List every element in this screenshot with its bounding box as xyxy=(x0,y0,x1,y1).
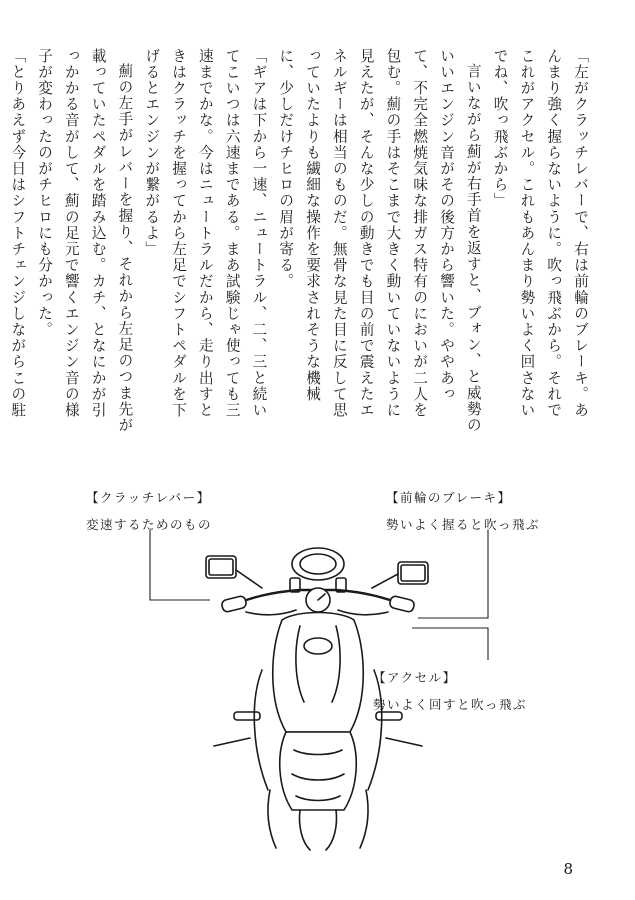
callout-brake-desc: 勢いよく握ると吹っ飛ぶ xyxy=(385,517,540,532)
paragraph-3: 「ギアは下から一速、ニュートラル、二、三と続いてこいつは六速まである。まあ試験じゃ使っても三速までかな。今はニュートラルだから、走り出すときはクラッチを握ってから左足でシフトペダルを下げるとエンジンが繋がるよ」 xyxy=(143,48,268,419)
page-number: 8 xyxy=(563,860,573,878)
motorcycle-figure xyxy=(0,470,635,850)
paragraph-5: 「とりあえず今日はシフトチェンジしながらこの駐 xyxy=(9,48,27,419)
callout-throttle-title: 【アクセル】 xyxy=(372,670,457,685)
paragraph-4: 薊の左手がレバーを握り、それから左足のつま先が載っていたペダルを踏み込む。カチ、となにかが引っかかる音がして、薊の足元で響くエンジン音の様子が変わったのがチヒロにも分かった。 xyxy=(36,48,134,433)
callout-brake-title: 【前輪のブレーキ】 xyxy=(385,490,512,505)
paragraph-1: 「左がクラッチレバーで、右は前輪のブレーキ。あんまり強く握らないように。吹っ飛ぶから。それでこれがアクセル。これもあんまり勢いよく回さないでね、吹っ飛ぶから」 xyxy=(491,48,589,419)
vertical-body-text xyxy=(9,48,593,433)
callout-clutch-desc: 変速するためのもの xyxy=(86,517,213,532)
paragraph-2: 言いながら薊が右手首を返すと、ブォン、と威勢のいいエンジン音がその後方から響いた。ややあって、不完全燃焼気味な排ガス特有のにおいが二人を包む。薊の手はそこまで大きく動いていないように見えたが、そんな少しの動きでも目の前で震えたエネルギーは相当のものだ。無骨な見た目に反して思っていたよりも繊細な操作を要求されそうな機械に、少しだけチヒロの眉が寄る。 xyxy=(277,48,482,433)
motorcycle-handlebar-tank-illustration xyxy=(0,470,635,850)
callout-throttle-desc: 勢いよく回すと吹っ飛ぶ xyxy=(372,697,527,712)
callout-clutch-title: 【クラッチレバー】 xyxy=(86,490,211,505)
